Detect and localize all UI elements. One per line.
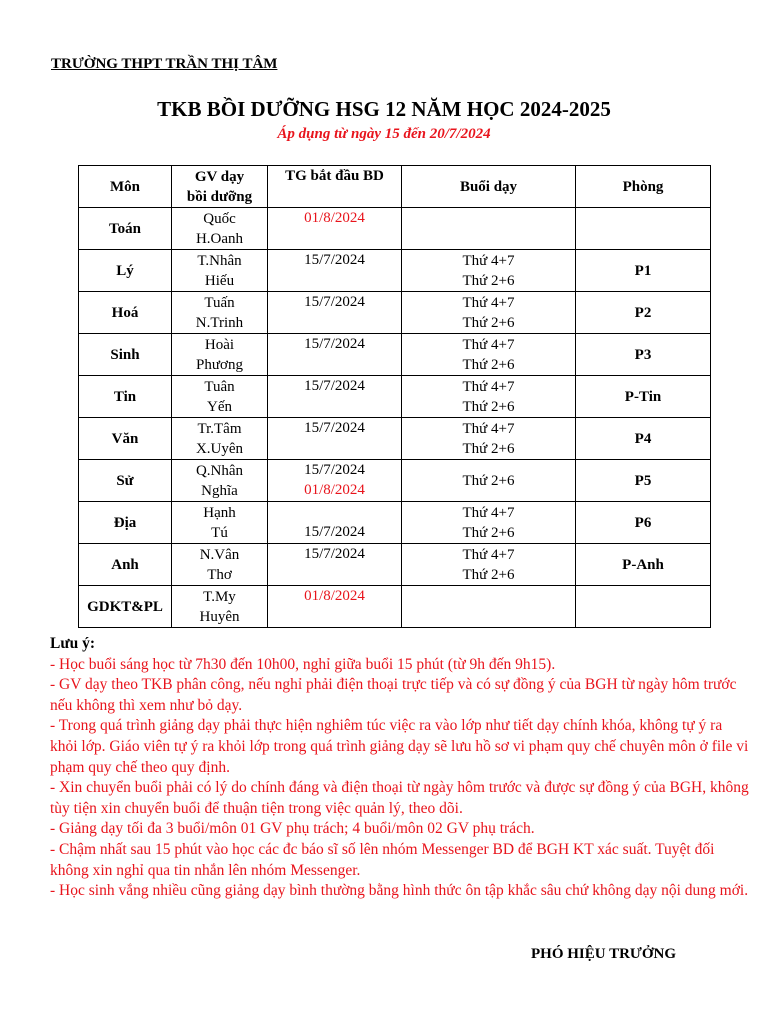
- cell-buoi-line1: Thứ 4+7: [462, 252, 515, 269]
- table-row: [79, 460, 711, 502]
- cell-gv: [172, 502, 268, 544]
- cell-buoi: [402, 334, 576, 376]
- cell-buoi-line1: Thứ 4+7: [462, 504, 515, 521]
- cell-gv-line2: Yến: [207, 398, 232, 415]
- cell-buoi-line2: Thứ 2+6: [462, 314, 515, 331]
- cell-tg: [268, 418, 402, 460]
- col-header-phong: Phòng: [576, 166, 711, 208]
- school-name: TRƯỜNG THPT TRẦN THỊ TÂM: [51, 56, 278, 72]
- cell-buoi: [402, 502, 576, 544]
- cell-phong: P6: [576, 502, 711, 544]
- cell-buoi-line1: Thứ 4+7: [462, 420, 515, 437]
- note-item: - Giảng dạy tối đa 3 buổi/môn 01 GV phụ trách; 4 buổi/môn 02 GV phụ trách.: [50, 820, 535, 838]
- cell-phong: P4: [576, 418, 711, 460]
- cell-phong: [576, 208, 711, 250]
- cell-gv-line1: Tuấn: [204, 294, 235, 311]
- cell-mon: Văn: [79, 418, 172, 460]
- cell-tg-line1: 01/8/2024: [304, 588, 365, 604]
- cell-tg-line2: [268, 312, 401, 332]
- cell-buoi: [402, 292, 576, 334]
- note-item: - Học buổi sáng học từ 7h30 đến 10h00, nghỉ giữa buổi 15 phút (từ 9h đến 9h15).: [50, 655, 556, 673]
- document-subtitle: Áp dụng từ ngày 15 đến 20/7/2024: [277, 126, 491, 142]
- cell-tg-line1: [268, 502, 401, 522]
- table-row: [79, 250, 711, 292]
- cell-buoi: [402, 418, 576, 460]
- cell-phong: P2: [576, 292, 711, 334]
- cell-gv-line2: Hiếu: [204, 272, 235, 289]
- cell-buoi: [402, 460, 576, 502]
- cell-tg: [268, 334, 402, 376]
- cell-tg: [268, 502, 402, 544]
- cell-tg-line2: [268, 396, 401, 416]
- cell-tg-line1: 01/8/2024: [304, 210, 365, 226]
- col-header-gv-line1: GV dạy: [194, 168, 245, 185]
- signature-title: PHÓ HIỆU TRƯỞNG: [531, 946, 677, 962]
- cell-gv-line1: Hạnh: [203, 504, 236, 521]
- notes-heading: Lưu ý:: [50, 635, 96, 652]
- cell-tg-line2: 15/7/2024: [304, 524, 365, 540]
- cell-tg-line1: 15/7/2024: [304, 420, 365, 436]
- note-item: - Trong quá trình giảng dạy phải thực hiện nghiêm túc việc ra vào lớp như tiết dạy chính khóa, không tự ý ra khỏi lớp. Giáo viên tự ý ra khỏi lớp trong quá trình giảng dạy sẽ lưu hồ sơ vi phạm quy chế chuyên môn ở file vi phạm quy chế theo quy định.: [50, 717, 749, 776]
- cell-mon: Sinh: [79, 334, 172, 376]
- cell-phong: P5: [576, 460, 711, 502]
- note-item: - Chậm nhất sau 15 phút vào học các đc báo sĩ số lên nhóm Messenger BD để BGH KT xác suất. Tuyệt đối không xin nghỉ qua tin nhắn lên nhóm Messenger.: [50, 840, 715, 879]
- cell-phong: P3: [576, 334, 711, 376]
- cell-buoi-line2: Thứ 2+6: [462, 272, 515, 289]
- cell-mon: Hoá: [79, 292, 172, 334]
- cell-gv: [172, 544, 268, 586]
- cell-gv-line1: Tuân: [204, 378, 235, 395]
- table-row: [79, 334, 711, 376]
- cell-buoi: [402, 586, 576, 628]
- cell-gv: [172, 334, 268, 376]
- cell-buoi-line2: Thứ 2+6: [462, 398, 515, 415]
- cell-gv-line1: N.Vân: [199, 546, 240, 563]
- cell-buoi: [402, 544, 576, 586]
- cell-tg-line2: 01/8/2024: [304, 482, 365, 498]
- cell-gv-line2: Tú: [211, 524, 228, 541]
- note-item: - Xin chuyển buổi phải có lý do chính đáng và điện thoại từ ngày hôm trước và được sự đồng ý của BGH, không tùy tiện xin chuyển buổi để thuận tiện trong việc quản lý, theo dõi.: [50, 779, 749, 817]
- cell-tg-line2: [268, 228, 401, 248]
- cell-gv-line2: N.Trinh: [195, 314, 244, 331]
- cell-phong: P-Tin: [576, 376, 711, 418]
- cell-gv-line2: Huyên: [199, 608, 240, 625]
- cell-tg-line2: [268, 564, 401, 584]
- cell-buoi: [402, 376, 576, 418]
- cell-gv-line2: Nghĩa: [201, 482, 238, 499]
- cell-buoi-line1: Thứ 4+7: [462, 294, 515, 311]
- table-row: [79, 586, 711, 628]
- table-row: [79, 292, 711, 334]
- cell-gv-line2: Thơ: [207, 566, 232, 583]
- cell-buoi-line1: Thứ 4+7: [462, 546, 515, 563]
- cell-tg: [268, 376, 402, 418]
- cell-tg: [268, 208, 402, 250]
- cell-gv: [172, 460, 268, 502]
- table-row: [79, 418, 711, 460]
- table-row: [79, 544, 711, 586]
- table-row: [79, 376, 711, 418]
- cell-tg: [268, 250, 402, 292]
- cell-gv-line1: T.Nhân: [197, 252, 242, 269]
- table-header-row: [79, 166, 711, 208]
- schedule-table: [78, 165, 711, 628]
- cell-gv: [172, 586, 268, 628]
- cell-tg: [268, 586, 402, 628]
- cell-gv-line1: Hoài: [204, 336, 235, 353]
- notes-section: [50, 634, 750, 902]
- cell-buoi-line1: Thứ 4+7: [462, 378, 515, 395]
- cell-buoi-line2: Thứ 2+6: [462, 524, 515, 541]
- cell-tg: [268, 544, 402, 586]
- cell-phong: [576, 586, 711, 628]
- cell-mon: Tin: [79, 376, 172, 418]
- cell-gv: [172, 208, 268, 250]
- col-header-buoi: Buổi dạy: [402, 166, 576, 208]
- cell-mon: Toán: [79, 208, 172, 250]
- table-row: [79, 208, 711, 250]
- col-header-gv-line2: bồi dưỡng: [186, 188, 253, 205]
- cell-gv-line2: H.Oanh: [195, 230, 244, 247]
- cell-tg-line2: [268, 270, 401, 290]
- cell-buoi-line1: Thứ 4+7: [462, 336, 515, 353]
- cell-mon: Địa: [79, 502, 172, 544]
- cell-buoi-line2: Thứ 2+6: [462, 356, 515, 373]
- cell-gv: [172, 250, 268, 292]
- cell-buoi: [402, 250, 576, 292]
- cell-tg-line1: 15/7/2024: [304, 252, 365, 268]
- col-header-tg: TG bắt đầu BD: [268, 166, 402, 208]
- cell-gv: [172, 376, 268, 418]
- cell-mon: Anh: [79, 544, 172, 586]
- cell-tg-line1: 15/7/2024: [304, 378, 365, 394]
- cell-tg-line2: [268, 354, 401, 374]
- cell-tg-line2: [268, 438, 401, 458]
- cell-tg-line1: 15/7/2024: [304, 462, 365, 478]
- note-item: - GV dạy theo TKB phân công, nếu nghỉ phải điện thoại trực tiếp và có sự đồng ý của BGH từ ngày hôm trước nếu không thì xem như bỏ dạy.: [50, 676, 737, 714]
- cell-buoi-line1: Thứ 2+6: [462, 472, 515, 489]
- cell-gv-line1: Q.Nhân: [195, 462, 244, 479]
- cell-tg: [268, 292, 402, 334]
- col-header-gv: [172, 166, 268, 208]
- cell-mon: GDKT&PL: [79, 586, 172, 628]
- cell-gv-line2: X.Uyên: [195, 440, 244, 457]
- cell-gv-line1: T.My: [203, 588, 236, 605]
- cell-mon: Lý: [79, 250, 172, 292]
- cell-tg-line1: 15/7/2024: [304, 294, 365, 310]
- cell-buoi-line2: Thứ 2+6: [462, 440, 515, 457]
- cell-gv: [172, 418, 268, 460]
- cell-tg-line1: 15/7/2024: [304, 336, 365, 352]
- cell-gv-line1: Tr.Tâm: [197, 420, 242, 437]
- cell-tg-line2: [268, 606, 401, 626]
- cell-tg-line1: 15/7/2024: [304, 546, 365, 562]
- table-row: [79, 502, 711, 544]
- cell-phong: P1: [576, 250, 711, 292]
- cell-buoi: [402, 208, 576, 250]
- col-header-mon: Môn: [79, 166, 172, 208]
- cell-gv-line2: Phương: [196, 356, 243, 373]
- cell-tg: [268, 460, 402, 502]
- cell-buoi-line2: Thứ 2+6: [462, 566, 515, 583]
- cell-mon: Sử: [79, 460, 172, 502]
- cell-gv-line1: Quốc: [203, 210, 236, 227]
- cell-phong: P-Anh: [576, 544, 711, 586]
- document-title: TKB BỒI DƯỠNG HSG 12 NĂM HỌC 2024-2025: [157, 97, 611, 121]
- note-item: - Học sinh vắng nhiều cũng giảng dạy bình thường bằng hình thức ôn tập khắc sâu chứ không dạy nội dung mới.: [50, 882, 749, 900]
- table-body: [79, 208, 711, 628]
- cell-gv: [172, 292, 268, 334]
